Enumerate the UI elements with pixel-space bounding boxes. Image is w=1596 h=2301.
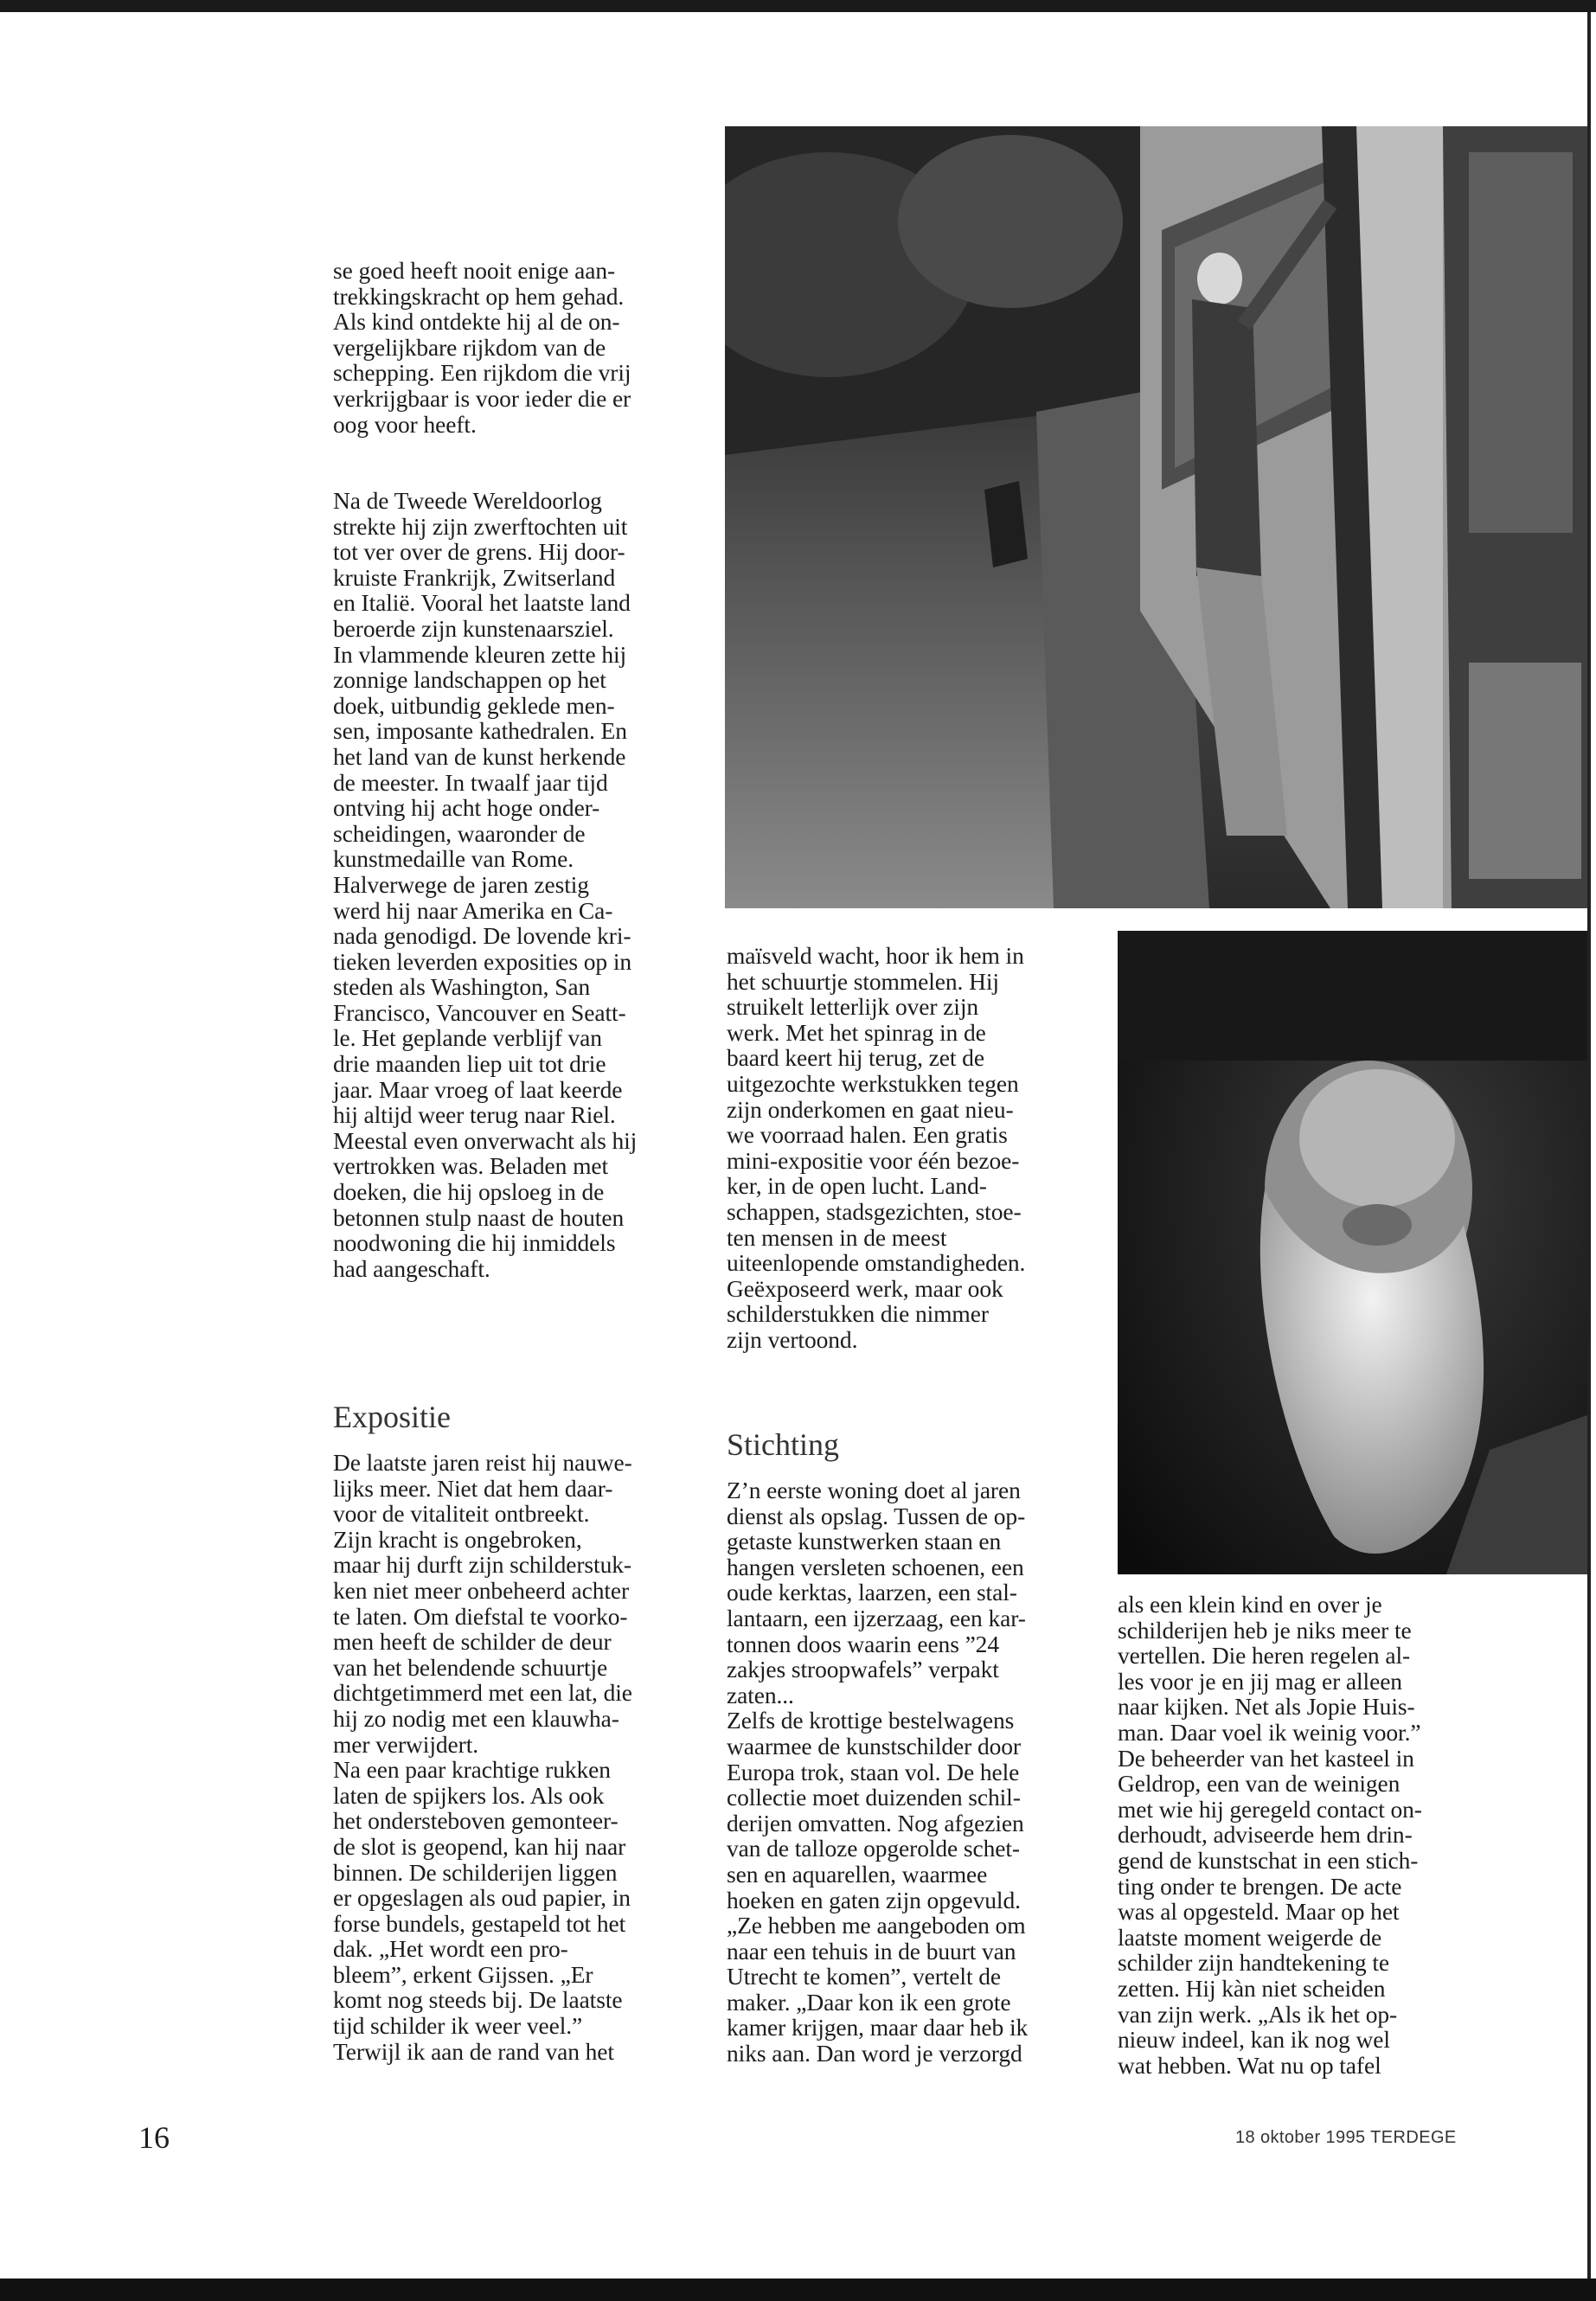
- photo-painter-at-shed: [725, 126, 1587, 908]
- photo-painter-at-shed-image: [725, 126, 1587, 908]
- column1-text-b: Na de Tweede Wereldoorlog strekte hij zijn zwerftochten uit tot ver over de grens. Hij door- kruiste Frankrijk, Zwitserland en Italië. Vooral het laatste land beroerde zijn kunstenaarsziel. In vlammende kleuren zette hij zonnige landschappen op het doek, uitbundig geklede men- sen, imposante kathedralen. En het land van de kunst herkende de meester. In twaalf jaar tijd ontving hij acht hoge onder- scheidingen, waaronder de kunstmedaille van Rome. Halverwege de jaren zestig werd hij naar Amerika en Ca- nada genodigd. De lovende kri- tieken leverden exposities op in steden als Washington, San Francisco, Vancouver en Seatt- le. Het geplande verblijf van drie maanden liep uit tot drie jaar. Maar vroeg of laat keerde hij altijd weer terug naar Riel. Meestal even onverwacht als hij vertrokken was. Beladen met doeken, die hij opsloeg in de betonnen stulp naast de houten noodwoning die hij inmiddels had aangeschaft.: [333, 487, 638, 1282]
- scan-top-edge: [0, 0, 1596, 12]
- footer-issue-date: 18 oktober 1995 TERDEGE: [1235, 2128, 1457, 2147]
- photo-painter-portrait-image: [1118, 931, 1587, 1574]
- heading-stichting: Stichting: [727, 1427, 840, 1462]
- heading-expositie: Expositie: [333, 1400, 451, 1434]
- scan-bottom-edge: [0, 2279, 1596, 2301]
- column3-text-a: als een klein kind en over je schilderijen heb je niks meer te vertellen. Die heren regelen al- les voor je en jij mag er alleen naar kijken. Net als Jopie Huis- man. Daar voel ik weinig voor.” De beheerder van het kasteel in Geldrop, een van de weinigen met wie hij geregeld contact on- derhoudt, adviseerde hem drin- gend de kunstschat in een stich- ting onder te brengen. De acte was al opgesteld. Maar op het laatste moment weigerde de schilder zijn handtekening te zetten. Hij kàn niet scheiden van zijn werk. „Als ik het op- nieuw indeel, kan ik nog wel wat hebben. Wat nu op tafel: [1118, 1591, 1422, 2079]
- column2-text-a: maïsveld wacht, hoor ik hem in het schuurtje stommelen. Hij struikelt letterlijk over zijn werk. Met het spinrag in de baard keert hij terug, zet de uitgezochte werkstukken tegen zijn onderkomen en gaat nieu- we voorraad halen. Een gratis mini-expositie voor één bezoe- ker, in de open lucht. Land- schappen, stadsgezichten, stoe- ten mensen in de meest uiteenlopende omstandigheden. Geëxposeerd werk, maar ook schilderstukken die nimmer zijn vertoond.: [727, 942, 1026, 1353]
- column1-text-a: se goed heeft nooit enige aan- trekkingskracht op hem gehad. Als kind ontdekte hij al de on- vergelijkbare rijkdom van de schepping. Een rijkdom die vrij verkrijgbaar is voor ieder die er oog voor heeft.: [333, 257, 631, 438]
- column2-text-b: Z’n eerste woning doet al jaren dienst als opslag. Tussen de op- getaste kunstwerken staan en hangen versleten schoenen, een oude kerktas, laarzen, een stal- lantaarn, een ijzerzaag, een kar- tonnen doos waarin eens ”24 zakjes stroopwafels” verpakt zaten... Zelfs de krottige bestelwagens waarmee de kunstschilder door Europa trok, staan vol. De hele collectie moet duizenden schil- derijen omvatten. Nog afgezien van de talloze opgerolde schet- sen en aquarellen, waarmee hoeken en gaten zijn opgevuld. „Ze hebben me aangeboden om naar een tehuis in de buurt van Utrecht te komen”, vertelt de maker. „Daar kon ik een grote kamer krijgen, maar daar heb ik niks aan. Dan word je verzorgd: [727, 1477, 1029, 2067]
- page-number: 16: [138, 2120, 170, 2155]
- scan-right-edge: [1587, 12, 1591, 2279]
- column1-text-c: De laatste jaren reist hij nauwe- lijks meer. Niet dat hem daar- voor de vitaliteit ontbreekt. Zijn kracht is ongebroken, maar hij durft zijn schilderstuk- ken niet meer onbeheerd achter te laten. Om diefstal te voorko- men heeft de schilder de deur van het belendende schuurtje dichtgetimmerd met een lat, die hij zo nodig met een klauwha- mer verwijdert. Na een paar krachtige rukken laten de spijkers los. Als ook het ondersteboven gemonteer- de slot is geopend, kan hij naar binnen. De schilderijen liggen er opgeslagen als oud papier, in forse bundels, gestapeld tot het dak. „Het wordt een pro- bleem”, erkent Gijssen. „Er komt nog steeds bij. De laatste tijd schilder ik weer veel.” Terwijl ik aan de rand van het: [333, 1449, 632, 2065]
- photo-painter-portrait: [1118, 931, 1587, 1574]
